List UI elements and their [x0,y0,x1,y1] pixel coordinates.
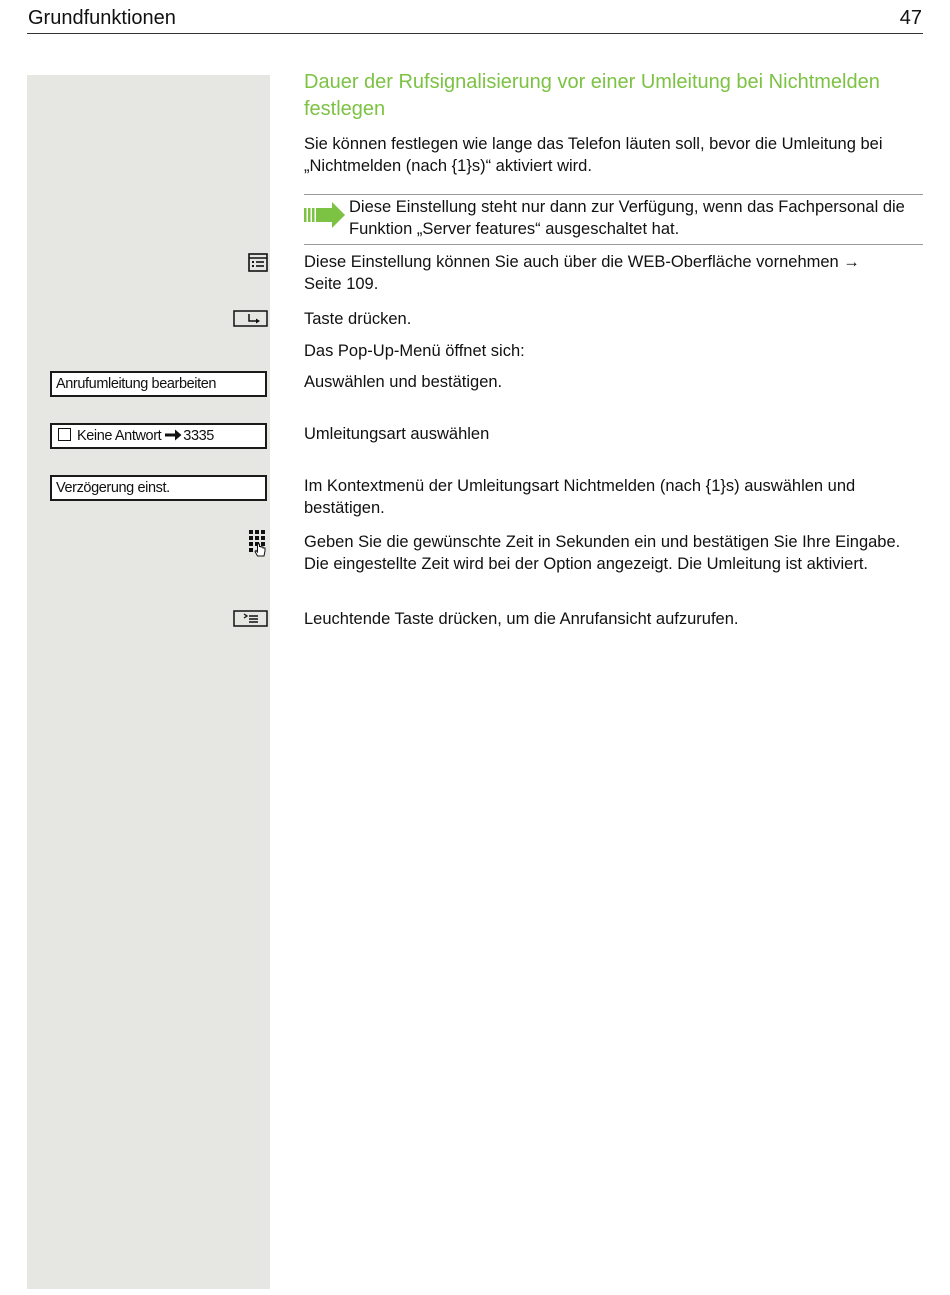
forward-arrow-icon [165,429,182,441]
forward-key-icon [233,310,268,327]
page-number: 47 [899,7,922,29]
context-menu-text: Im Kontextmenü der Umleitungsart Nichtmelden (nach {1}s) auswählen und bestätigen. [304,477,856,517]
display-verzoegerung-einst[interactable]: Verzögerung einst. [50,475,267,501]
popup-text: Das Pop-Up-Menü öffnet sich: [304,342,525,360]
forward-target-number: 3335 [183,428,214,444]
section-heading: Dauer der Rufsignalisierung vor einer Umleitung bei Nichtmelden festlegen [304,71,880,120]
note-bottom-rule [304,244,923,245]
select-forward-type-text: Umleitungsart auswählen [304,425,490,443]
display-keine-antwort[interactable] [50,423,267,449]
page-header-title: Grundfunktionen [28,7,176,29]
intro-paragraph: Sie können festlegen wie lange das Telefon läuten soll, bevor die Umleitung bei „Nichtmelden (nach {1}s)“ aktiviert wird. [304,135,883,175]
note-top-rule [304,194,923,195]
checkbox-icon [58,428,71,441]
web-interface-icon [248,253,268,272]
left-margin-column [27,75,270,1289]
display-anrufumleitung-bearbeiten[interactable]: Anrufumleitung bearbeiten [50,371,267,397]
keypad-icon [249,530,268,557]
web-interface-text: Diese Einstellung können Sie auch über die WEB-Oberfläche vornehmen → Seite 109. [304,253,860,293]
forward-type-label: Keine Antwort [77,428,162,444]
press-key-text: Taste drücken. [304,310,412,328]
note-arrow-icon [304,200,346,230]
select-confirm-text: Auswählen und bestätigen. [304,373,503,391]
illuminated-key-text: Leuchtende Taste drücken, um die Anrufansicht aufzurufen. [304,610,739,628]
call-view-key-icon [233,610,268,627]
header-divider [27,33,923,34]
enter-time-text: Geben Sie die gewünschte Zeit in Sekunden ein und bestätigen Sie Ihre Eingabe. Die eingestellte Zeit wird bei der Option angezeigt. Die Umleitung ist aktiviert. [304,533,901,573]
note-text: Diese Einstellung steht nur dann zur Verfügung, wenn das Fachpersonal die Funktion „Server features“ ausgeschaltet hat. [349,198,905,238]
